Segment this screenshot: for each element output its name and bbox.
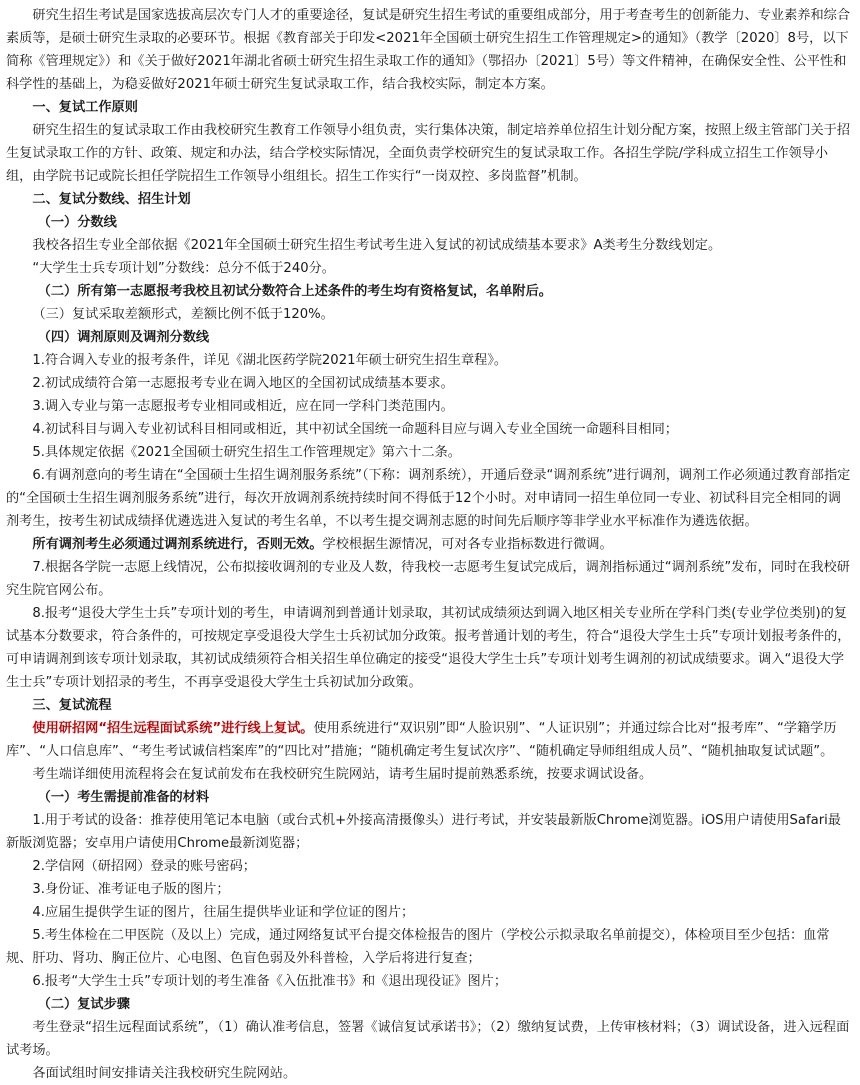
subsection-2-1-heading: （一）分数线 [37,215,117,230]
adjustment-bold-statement: 所有调剂考生必须通过调剂系统进行，否则无效。 [32,537,323,552]
subsection-2-1-paragraph: 我校各招生专业全部依据《2021年全国硕士研究生招生考试考生进入复试的初试成绩基本要求》A类考生分数线划定。 [32,238,722,253]
section-3-heading: 三、复试流程 [32,698,112,713]
list-item: 2.初试成绩符合第一志愿报考专业在调入地区的全国初试成绩基本要求。 [32,376,454,391]
online-retest-red-notice: 使用研招网“招生远程面试系统”进行线上复试。 [32,721,314,736]
intro-paragraph: 研究生招生考试是国家选拔高层次专门人才的重要途径，复试是研究生招生考试的重要组成部分，用于考查考生的创新能力、专业素养和综合素质等，是硕士研究生录取的必要环节。根据《教育部关于印发<2021年全国硕士研究生招生工作管理规定>的通知》（教学〔2020〕8号，以下简称《管理规定》）和《关于做好2021年湖北省硕士研究生招生录取工作的通知》（鄂招办〔2021〕5号）等文件精神，在确保安全性、公平性和科学性的基础上，为稳妥做好2021年硕士研究生复试录取工作，结合我校实际，制定本方案。 [6,8,851,92]
section-3-paragraph-2: 考生端详细使用流程将会在复试前发布在我校研究生院网站，请考生届时提前熟悉系统，按要求调试设备。 [32,767,653,782]
list-item: 4.应届生提供学生证的图片，往届生提供毕业证和学位证的图片； [32,905,415,920]
list-item: 3.调入专业与第一志愿报考专业相同或相近，应在同一学科门类范围内。 [32,399,454,414]
subsection-2-2-heading: （二）所有第一志愿报考我校且初试分数符合上述条件的考生均有资格复试，名单附后。 [37,284,552,299]
section-2-heading: 二、复试分数线、招生计划 [32,192,191,207]
adjustment-notice [6,533,854,556]
subsection-3-1-heading: （一）考生需提前准备的材料 [37,790,210,805]
list-item: 8.报考“退役大学生士兵”专项计划的考生，申请调剂到普通计划录取，其初试成绩须达到调入地区相关专业所在学科门类(专业学位类别)的复试基本分数要求，符合条件的，可按规定享受退役大学生士兵初试加分政策。报考普通计划的考生，符合“退役大学生士兵”专项计划报考条件的，可申请调剂到该专项计划录取，其初试成绩须符合相关招生单位确定的接受“退役大学生士兵”专项计划考生调剂的初试成绩要求。调入“退役大学生士兵”专项计划招录的考生，不再享受退役大学生士兵初试加分政策。 [6,606,851,690]
list-item: 6.报考“大学生士兵”专项计划的考生准备《入伍批准书》和《退出现役证》图片； [32,974,508,989]
adjustment-notice-text: 学校根据生源情况，可对各专业指标数进行微调。 [322,537,613,552]
section-3-paragraph [6,717,854,763]
subsection-2-1-paragraph-2: “大学生士兵专项计划”分数线：总分不低于240分。 [32,261,335,276]
section-1-paragraph: 研究生招生的复试录取工作由我校研究生教育工作领导小组负责，实行集体决策，制定培养单位招生计划分配方案，按照上级主管部门关于招生复试录取工作的方针、政策、规定和办法，结合学校实际情况，全面负责学校研究生的复试录取工作。各招生学院/学科成立招生工作领导小组，由学院书记或院长担任学院招生工作领导小组组长。招生工作实行“一岗双控、多岗监督”机制。 [6,123,851,184]
list-item: 6.有调剂意向的考生请在“全国硕士生招生调剂服务系统”（下称：调剂系统），开通后登录“调剂系统”进行调剂，调剂工作必须通过教育部指定的“全国硕士生招生调剂服务系统”进行，每次开放调剂系统持续时间不得低于12个小时。对申请同一招生单位同一专业、初试科目完全相同的调剂考生，按考生初试成绩择优遴选进入复试的考生名单，不以考生提交调剂志愿的时间先后顺序等非学业水平标准作为遴选依据。 [6,468,851,529]
list-item: 2.学信网（研招网）登录的账号密码； [32,859,256,874]
subsection-2-4-heading: （四）调剂原则及调剂分数线 [37,330,210,345]
list-item: 1.用于考试的设备：推荐使用笔记本电脑（或台式机+外接高清摄像头）进行考试，并安装最新版Chrome浏览器。iOS用户请使用Safari最新版浏览器；安卓用户请使用Chrome最新浏览器； [6,813,841,851]
subsection-3-2-paragraph-2: 各面试组时间安排请关注我校研究生院网站。 [32,1066,297,1081]
list-item: 5.具体规定依据《2021全国硕士研究生招生工作管理规定》第六十二条。 [32,445,461,460]
list-item: 7.根据各学院一志愿上线情况，公布拟接收调剂的专业及人数，待我校一志愿考生复试完成后，调剂指标通过“调剂系统”发布，同时在我校研究生院官网公布。 [6,560,850,598]
subsection-2-3-paragraph: （三）复试采取差额形式，差额比例不低于120%。 [32,307,334,322]
section-1-heading: 一、复试工作原则 [32,100,138,115]
subsection-3-2-paragraph: 考生登录“招生远程面试系统”，（1）确认准考信息，签署《诚信复试承诺书》；（2）缴纳复试费，上传审核材料；（3）调试设备，进入远程面试考场。 [6,1020,850,1058]
section-3-text: 使用系统进行“双识别”即“人脸识别”、“人证识别”；并通过综合比对“报考库”、“学籍学历库”、“人口信息库”、“考生考试诚信档案库”的“四比对”措施；“随机确定考生复试次序”、“随机确定导师组组成人员”、“随机抽取复试试题”。 [6,721,837,759]
list-item: 4.初试科目与调入专业初试科目相同或相近，其中初试全国统一命题科目应与调入专业全国统一命题科目相同； [32,422,678,437]
subsection-3-2-heading: （二）复试步骤 [37,997,130,1012]
list-item: 1.符合调入专业的报考条件，详见《湖北医药学院2021年硕士研究生招生章程》。 [32,353,508,368]
list-item: 3.身份证、准考证电子版的图片； [32,882,230,897]
list-item: 5.考生体检在二甲医院（及以上）完成，通过网络复试平台提交体检报告的图片（学校公示拟录取名单前提交），体检项目至少包括：血常规、肝功、肾功、胸正位片、心电图、色盲色弱及外科普检，入学后将进行复查； [6,928,830,966]
